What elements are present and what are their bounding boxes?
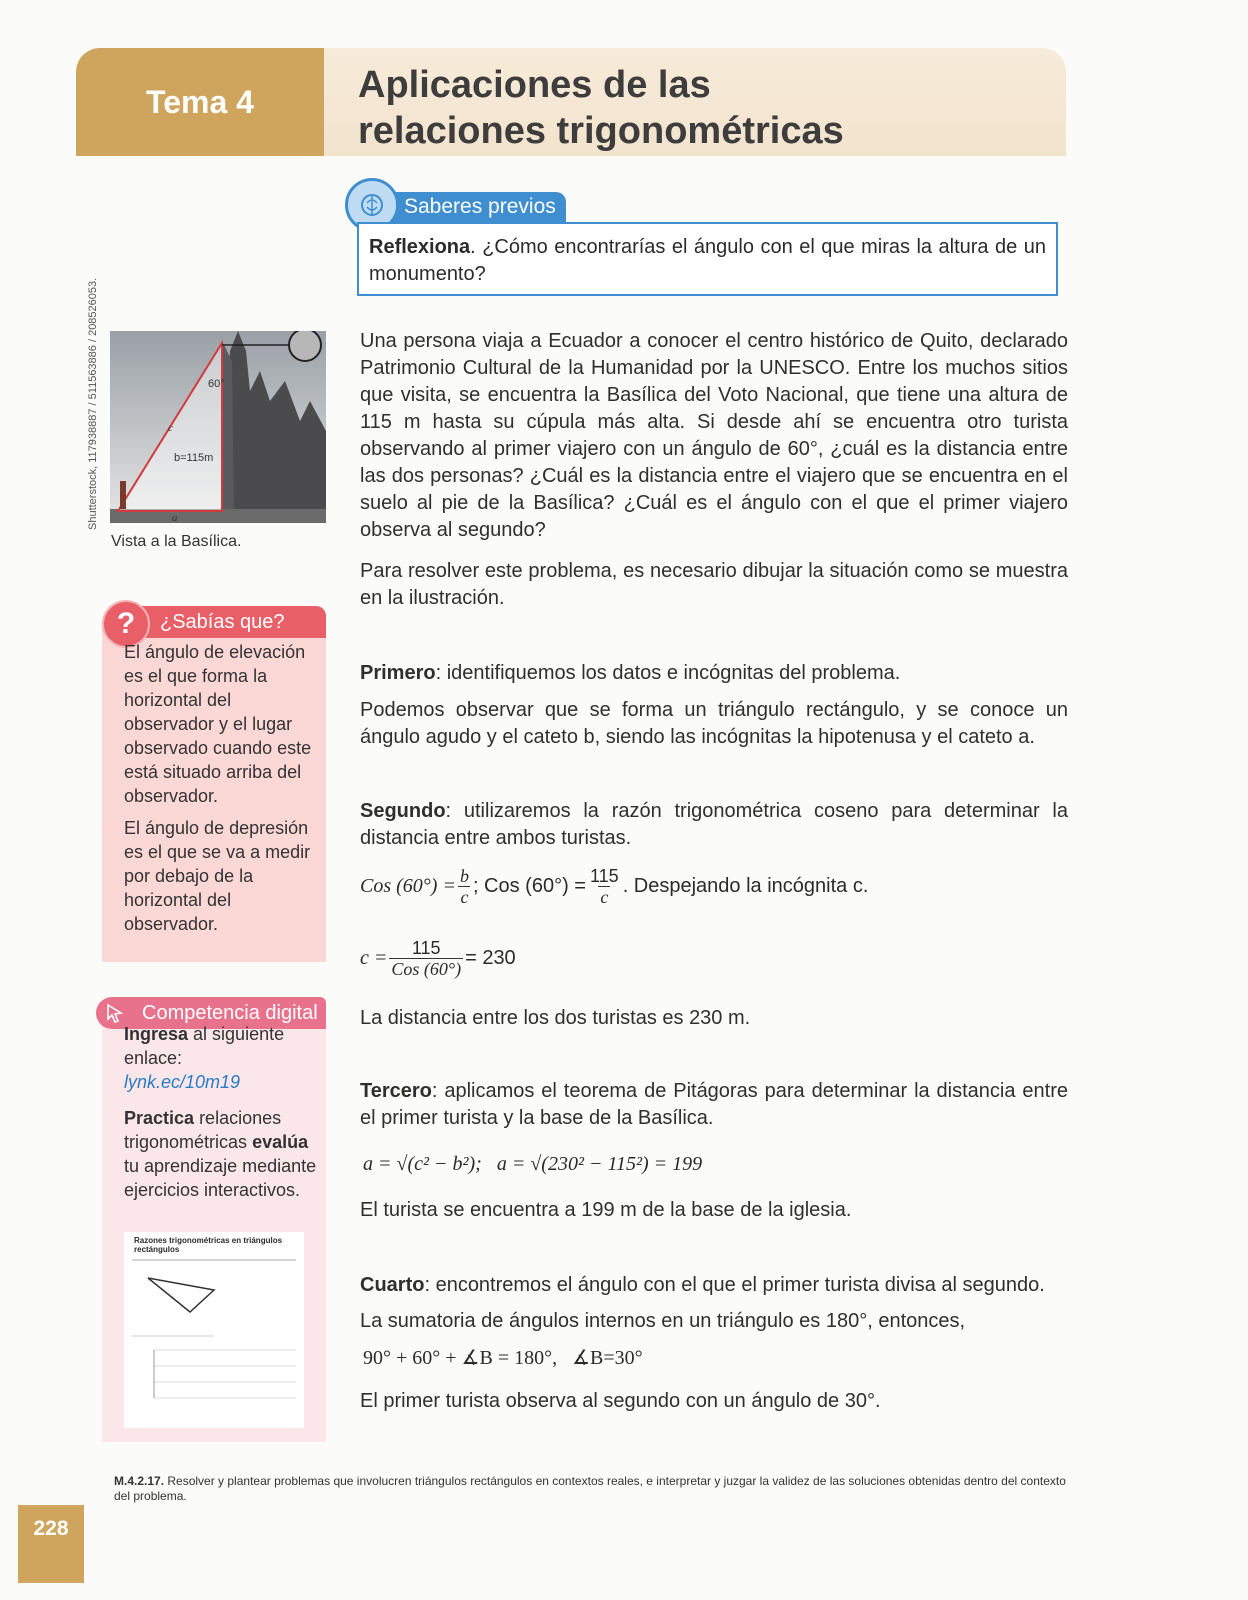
topic-number: Tema 4 xyxy=(146,83,254,120)
numerator-115-b: 115 xyxy=(411,938,441,958)
sabias-paragraph-2: El ángulo de depresión es el que se va a medir por debajo de la horizontal del observador. xyxy=(124,818,311,934)
segundo-text: : utilizaremos la razón trigonométrica coseno para determinar la distancia entre ambos turistas. xyxy=(360,800,1068,849)
thumbnail-title: Razones trigonométricas en triángulos rectángulos xyxy=(134,1236,283,1254)
evalua-bold: evalúa xyxy=(252,1132,309,1152)
denominator-cos60: Cos (60°) xyxy=(391,959,462,979)
numerator-115: 115 xyxy=(589,866,619,886)
primero-heading xyxy=(360,660,1068,687)
practica-text: relaciones trigonométricas xyxy=(124,1108,282,1152)
ingresa-text: al siguiente enlace: xyxy=(124,1024,285,1068)
cos-lhs: Cos (60°) = xyxy=(360,875,456,897)
angle-formula: 90° + 60° + ∡B = 180°, ∡B=30° xyxy=(363,1347,643,1369)
reflexiona-box xyxy=(357,222,1058,296)
cos-lhs-2: ; Cos (60°) = xyxy=(472,875,586,897)
cuarto-conclusion: El primer turista observa al segundo con un ángulo de 30°. xyxy=(360,1390,881,1412)
cuarto-text: : encontremos el ángulo con el que el primer turista divisa al segundo. xyxy=(424,1274,1045,1296)
tercero-lead: Tercero xyxy=(360,1080,432,1102)
c-result: = 230 xyxy=(465,947,516,969)
practica-lead: Practica xyxy=(124,1108,195,1128)
fraction-115-cos xyxy=(389,938,463,979)
reflexiona-lead: Reflexiona xyxy=(369,236,471,258)
cuarto-heading xyxy=(360,1272,1068,1299)
footnote-code: M.4.2.17. xyxy=(114,1474,165,1488)
c-equation xyxy=(360,938,516,979)
photo-credit-text: Shutterstock, 117938887 / 511563886 / 208526053. xyxy=(87,277,99,530)
c-label: c xyxy=(168,422,173,434)
denominator-c: c xyxy=(460,887,469,907)
primero-detail: Podemos observar que se forma un triángulo rectángulo, y se conoce un ángulo agudo y el cateto b, siendo las incógnitas la hipotenusa y el cateto a. xyxy=(360,699,1068,748)
tercero-text: : aplicamos el teorema de Pitágoras para determinar la distancia entre el primer turista y la base de la Basílica. xyxy=(360,1080,1068,1129)
curriculum-footnote xyxy=(114,1474,1074,1504)
lynk-link[interactable]: lynk.ec/10m19 xyxy=(124,1072,241,1092)
photo-caption: Vista a la Basílica. xyxy=(111,533,242,550)
pythagoras-formula: a = √(c² − b²); a = √(230² − 115²) = 199 xyxy=(363,1153,703,1175)
c-eq-lhs: c = xyxy=(360,947,388,969)
footnote-text: Resolver y plantear problemas que involucren triángulos rectángulos en contextos reales, e interpretar y juzgar la validez de las soluciones obtenidas dentro del contexto del problema. xyxy=(114,1474,1066,1503)
b-label: b=115m xyxy=(174,452,214,464)
page-title xyxy=(358,62,1058,154)
segundo-lead: Segundo xyxy=(360,800,446,822)
competencia-paragraph-1 xyxy=(124,1022,320,1094)
competencia-label: Competencia digital xyxy=(142,1002,318,1024)
basilica-photo xyxy=(110,331,326,523)
primero-text: : identifiquemos los datos e incógnitas del problema. xyxy=(435,662,901,684)
cuarto-detail: La sumatoria de ángulos internos en un triángulo es 180°, entonces, xyxy=(360,1310,966,1332)
page-number: 228 xyxy=(18,1505,84,1583)
numerator-b: b xyxy=(459,866,469,886)
resolve-paragraph: Para resolver este problema, es necesario dibujar la situación como se muestra en la ilustración. xyxy=(360,560,1068,609)
tercero-conclusion: El turista se encuentra a 199 m de la base de la iglesia. xyxy=(360,1199,852,1221)
cos-equation xyxy=(360,866,868,907)
cuarto-lead: Cuarto xyxy=(360,1274,425,1296)
photo-credit xyxy=(83,277,103,530)
saberes-label: Saberes previos xyxy=(404,195,556,218)
ingresa-lead: Ingresa xyxy=(124,1024,189,1044)
sabias-paragraph-1: El ángulo de elevación es el que forma la horizontal del observador y el lugar observado cuando este está situado arriba del observador. xyxy=(124,642,312,806)
exercise-thumbnail[interactable] xyxy=(124,1232,304,1428)
despejando-text: . Despejando la incógnita c. xyxy=(622,875,869,897)
question-icon: ? xyxy=(102,600,150,648)
fraction-b-c xyxy=(458,866,471,907)
title-line-1: Aplicaciones de las xyxy=(358,64,711,106)
tercero-heading xyxy=(360,1078,1068,1132)
fraction-115-c xyxy=(588,866,621,907)
sabias-label: ¿Sabías que? xyxy=(160,611,285,633)
denominator-c-2: c xyxy=(600,887,609,907)
practica-end: tu aprendizaje mediante ejercicios interactivos. xyxy=(124,1156,317,1200)
primero-lead: Primero xyxy=(360,662,436,684)
segundo-heading xyxy=(360,798,1068,852)
a-label: a xyxy=(172,512,178,523)
segundo-conclusion: La distancia entre los dos turistas es 230 m. xyxy=(360,1007,751,1029)
angle-label: 60° xyxy=(208,378,225,390)
intro-paragraph: Una persona viaja a Ecuador a conocer el centro histórico de Quito, declarado Patrimonio Cultural de la Humanidad por la UNESCO. Entre los muchos sitios que visita, se encuentra la Basílica del Voto Nacional, que tiene una altura de 115 m hasta su cúpula más alta. Si desde ahí se encuentra otro turista observando al primer viajero con un ángulo de 60°, ¿cuál es la distancia entre las dos personas? ¿Cuál es la distancia entre el viajero que se encuentra en el suelo al pie de la Basílica? ¿Cuál es el ángulo con el que el primer viajero observa al segundo? xyxy=(360,330,1068,541)
title-line-2: relaciones trigonométricas xyxy=(358,110,844,152)
reflexiona-text: . ¿Cómo encontrarías el ángulo con el que miras la altura de un monumento? xyxy=(369,236,1046,285)
competencia-paragraph-2 xyxy=(124,1106,320,1202)
